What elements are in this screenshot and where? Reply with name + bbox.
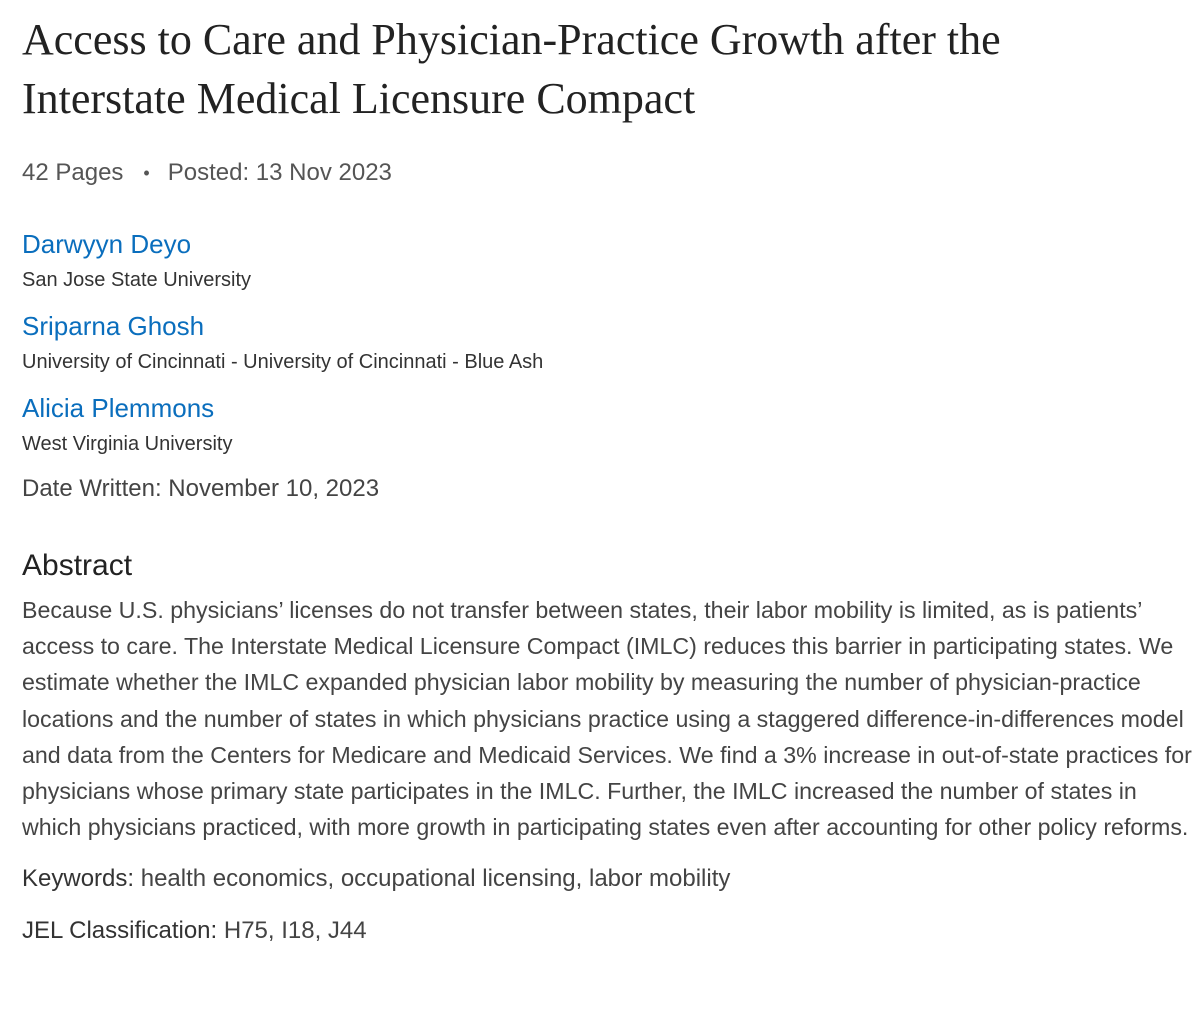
- keywords-row: [22, 861, 1200, 897]
- paper-title: Access to Care and Physician-Practice Growth after the Interstate Medical Licensure Compact: [22, 15, 1001, 123]
- author-affiliation: San Jose State University: [22, 269, 251, 291]
- abstract-text: Because U.S. physicians’ licenses do not transfer between states, their labor mobility is limited, as is patients’ access to care. The Interstate Medical Licensure Compact (IMLC) reduces this barrier in participating states. We estimate whether the IMLC expanded physician labor mobility by measuring the number of physician-practice locations and the number of states in which physicians practice using a staggered difference-in-differences model and data from the Centers for Medicare and Medicaid Services. We find a 3% increase in out-of-state practices for physicians whose primary state participates in the IMLC. Further, the IMLC increased the number of states in which physicians practiced, with more growth in participating states even after accounting for other policy reforms.: [22, 597, 1192, 841]
- abstract-heading: Abstract: [22, 549, 133, 582]
- paper-meta: [22, 158, 1200, 188]
- author-affiliation: West Virginia University: [22, 433, 233, 455]
- author-entry: [22, 228, 1200, 293]
- jel-value: H75, I18, J44: [223, 917, 367, 945]
- author-link-plemmons[interactable]: Alicia Plemmons: [22, 393, 215, 423]
- separator-dot: •: [143, 163, 150, 183]
- keywords-label: Keywords:: [22, 865, 135, 893]
- posted-date: Posted: 13 Nov 2023: [167, 159, 392, 186]
- jel-row: [22, 913, 1200, 949]
- author-affiliation: University of Cincinnati - University of Cincinnati - Blue Ash: [22, 351, 544, 373]
- author-list: [22, 228, 1200, 457]
- jel-label: JEL Classification:: [22, 917, 218, 945]
- author-entry: [22, 392, 1200, 457]
- page-count: 42 Pages: [22, 159, 124, 186]
- author-link-deyo[interactable]: Darwyyn Deyo: [22, 229, 192, 259]
- author-entry: [22, 310, 1200, 375]
- date-written: Date Written: November 10, 2023: [22, 475, 380, 502]
- author-link-ghosh[interactable]: Sriparna Ghosh: [22, 311, 205, 341]
- keywords-value: health economics, occupational licensing, labor mobility: [140, 865, 731, 893]
